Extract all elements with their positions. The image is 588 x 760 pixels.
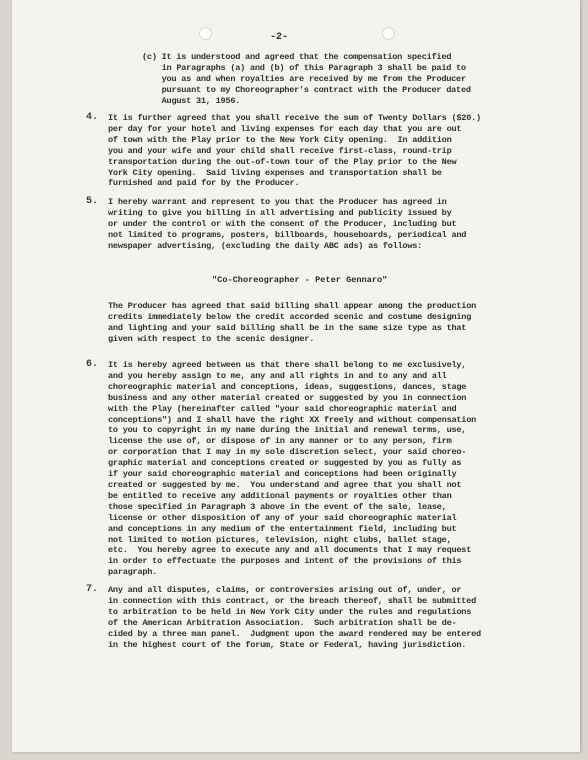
item-6-number: 6. [86, 359, 99, 370]
punch-hole-left [199, 27, 212, 40]
item-7-text: Any and all disputes, claims, or controversies arising out of, under, or in connection with this contract, or the breach thereof, shall be submitted to arbitration to be held in New York City under the rules and regulations of the American Arbitration Association. Such arbitration shall be de- cided by a three man panel. Judgment upon the award rendered may be entered in the highest court of the forum, State or Federal, having jurisdiction. [108, 585, 481, 650]
billing-credit: "Co-Choreographer - Peter Gennaro" [212, 275, 388, 285]
item-5-text: I hereby warrant and represent to you that the Producer has agreed in writing to give you billing in all advertising and publicity issued by or under the control or with the consent of the Producer, including but not limited to programs, posters, billboards, houseboards, periodical and newspaper advertising, (excluding the daily ABC ads) as follows: [108, 197, 467, 251]
item-5-number: 5. [86, 196, 99, 207]
document-page [12, 0, 580, 752]
item-6-text: It is hereby agreed between us that there shall belong to me exclusively, and you hereby assign to me, any and all rights in and to any and all choreographic material and conceptions, ideas, suggestions, dances, stage business and any other material created or suggested by you in connection with the Play (hereinafter called "your said choreographic material and conceptions") and I shall have the right XX freely and without compensation to you to copyright in my name during the initial and renewal terms, use, license the use of, or dispose of in any manner or to any person, firm or corporation that I may in my sole discretion select, your said choreo- graphic material and conceptions created or suggested by you as fully as if your said choreographic material and conceptions had been originally created or suggested by me. You understand and agree that you shall not be entitled to receive any additional payments or royalties other than those specified in Paragraph 3 above in the event of the sale, lease, license or other disposition of any of your said choreographic material and conceptions in any medium of the entertainment field, including but not limited to motion pictures, television, night clubs, ballet stage, etc. You hereby agree to execute any and all documents that I may request in order to effectuate the purposes and intent of the provisions of this paragraph. [108, 360, 477, 578]
item-5-continuation: The Producer has agreed that said billing shall appear among the production credits immediately below the credit accorded scenic and costume designing and lighting and your said billing shall be in the same size type as that given with respect to the scenic designer. [108, 301, 477, 344]
punch-hole-right [382, 27, 395, 40]
item-7-number: 7. [86, 584, 99, 595]
page-number: -2- [270, 32, 289, 43]
item-4-text: It is further agreed that you shall receive the sum of Twenty Dollars ($20.) per day for your hotel and living expenses for each day that you are out of town with the Play prior to the New York City opening. In addition you and your wife and your child shall receive first-class, round-trip transportation during the out-of-town tour of the Play prior to the New York City opening. Said living expenses and transportation shall be furnished and paid for by the Producer. [108, 113, 481, 189]
item-4-number: 4. [86, 112, 99, 123]
paragraph-3c: (c) It is understood and agreed that the compensation specified in Paragraphs (a) and (b) of this Paragraph 3 shall be paid to you as and when royalties are received by me from the Producer pursuant to my Choreographer's contract with the Producer dated August 31, 1956. [142, 52, 471, 106]
